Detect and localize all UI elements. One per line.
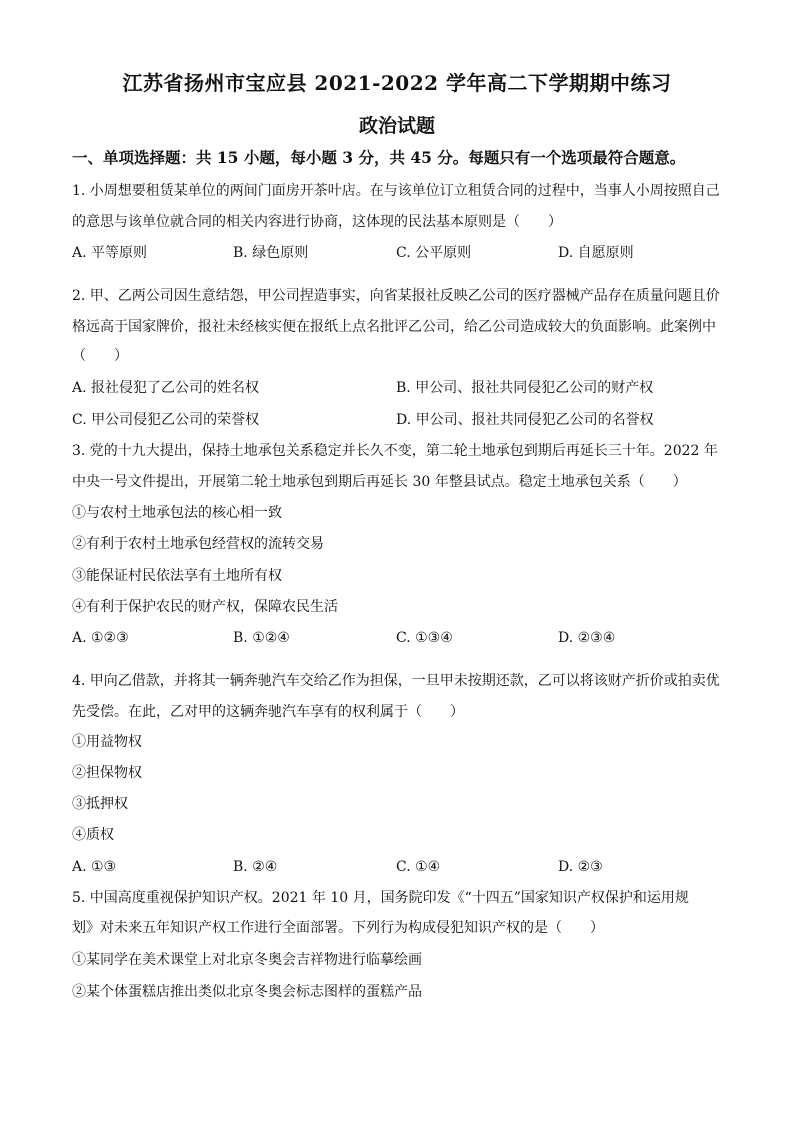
q4-option-d: D. ②③ — [558, 859, 603, 875]
q2-option-d: D. 甲公司、报社共同侵犯乙公司的名誉权 — [396, 412, 654, 428]
q3-option-b: B. ①②④ — [233, 630, 290, 646]
document-subtitle: 政治试题 — [358, 115, 435, 137]
document-title: 江苏省扬州市宝应县 2021-2022 学年高二下学期期中练习 — [122, 71, 672, 95]
q1-stem-line-2: 的意思与该单位就合同的相关内容进行协商，这体现的民法基本原则是（ ） — [72, 214, 562, 230]
q4-stem-line-1: 4. 甲向乙借款，并将其一辆奔驰汽车交给乙作为担保，一旦甲未按期还款，乙可以将该财产折价或拍卖优 — [72, 673, 720, 689]
q4-statement-1: ①用益物权 — [72, 734, 142, 750]
q4-option-c: C. ①④ — [396, 859, 441, 875]
q5-stem-line-2: 划》对未来五年知识产权工作进行全面部署。下列行为构成侵犯知识产权的是（ ） — [72, 920, 604, 936]
q1-option-d: D. 自愿原则 — [558, 245, 634, 261]
q1-option-a: A. 平等原则 — [72, 245, 148, 261]
q3-statement-1: ①与农村土地承包法的核心相一致 — [72, 505, 282, 521]
q5-statement-2: ②某个体蛋糕店推出类似北京冬奥会标志图样的蛋糕产品 — [72, 984, 422, 1000]
q2-option-c: C. 甲公司侵犯乙公司的荣誉权 — [72, 412, 260, 428]
q2-stem-line-2: 格远高于国家牌价，报社未经核实便在报纸上点名批评乙公司，给乙公司造成较大的负面影响。此案例中 — [72, 319, 716, 335]
q3-statement-4: ④有利于保护农民的财产权，保障农民生活 — [72, 599, 338, 615]
q4-statement-3: ③抵押权 — [72, 796, 128, 812]
q4-statement-4: ④质权 — [72, 827, 114, 843]
q3-statement-2: ②有利于农村土地承包经营权的流转交易 — [72, 536, 324, 552]
q2-option-a: A. 报社侵犯了乙公司的姓名权 — [72, 380, 260, 396]
q4-statement-2: ②担保物权 — [72, 765, 142, 781]
q3-option-a: A. ①②③ — [72, 630, 129, 646]
q4-option-a: A. ①③ — [72, 859, 117, 875]
q5-statement-1: ①某同学在美术课堂上对北京冬奥会吉祥物进行临摹绘画 — [72, 952, 422, 968]
q3-stem-line-2: 中央一号文件提出，开展第二轮土地承包到期后再延长 30 年整县试点。稳定土地承包关系（ ） — [72, 474, 687, 490]
q2-stem-line-1: 2. 甲、乙两公司因生意结怨，甲公司捏造事实，向省某报社反映乙公司的医疗器械产品存在质量问题且价 — [72, 288, 720, 304]
q3-statement-3: ③能保证村民依法享有土地所有权 — [72, 568, 282, 584]
q5-stem-line-1: 5. 中国高度重视保护知识产权。2021 年 10 月，国务院印发《“十四五”国家知识产权保护和运用规 — [72, 890, 689, 906]
q2-option-b: B. 甲公司、报社共同侵犯乙公司的财产权 — [396, 380, 654, 396]
section-heading: 一、单项选择题：共 15 小题，每小题 3 分，共 45 分。每题只有一个选项最符合题意。 — [72, 148, 686, 167]
q3-stem-line-1: 3. 党的十九大提出，保持土地承包关系稳定并长久不变，第二轮土地承包到期后再延长三十年。2022 年 — [72, 443, 718, 459]
q1-option-b: B. 绿色原则 — [233, 245, 309, 261]
q3-option-d: D. ②③④ — [558, 630, 616, 646]
q2-stem-line-3: （ ） — [72, 348, 128, 364]
q1-stem-line-1: 1. 小周想要租赁某单位的两间门面房开茶叶店。在与该单位订立租赁合同的过程中，当事人小周按照自己 — [72, 183, 720, 199]
q4-stem-line-2: 先受偿。在此，乙对甲的这辆奔驰汽车享有的权利属于（ ） — [72, 704, 464, 720]
q4-option-b: B. ②④ — [233, 859, 278, 875]
q1-option-c: C. 公平原则 — [396, 245, 472, 261]
q3-option-c: C. ①③④ — [396, 630, 453, 646]
